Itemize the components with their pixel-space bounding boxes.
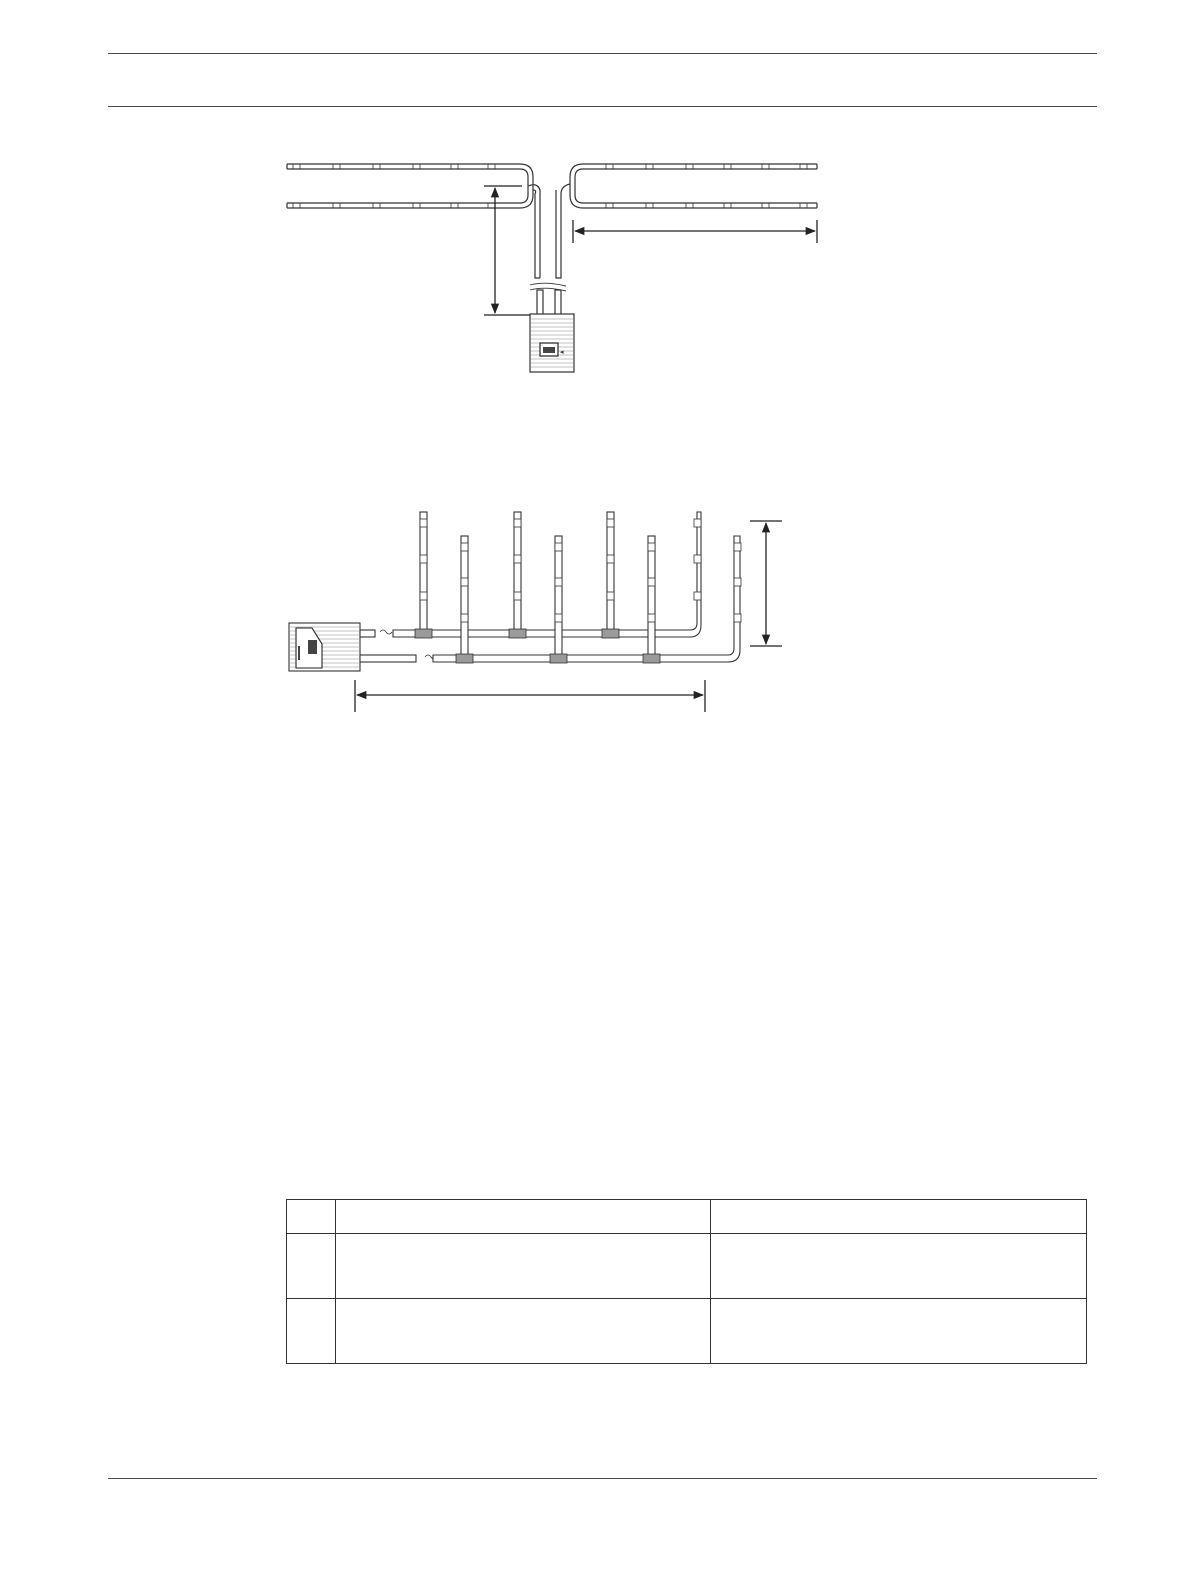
- table-cell: [287, 1299, 336, 1364]
- control-unit-box: [530, 314, 574, 372]
- table-cell: [336, 1234, 711, 1299]
- svg-text:◂: ◂: [560, 349, 564, 356]
- table-cell: [711, 1299, 1087, 1364]
- control-unit-box: [289, 623, 360, 671]
- specification-table: [286, 1199, 1087, 1364]
- table-header-cell: [287, 1200, 336, 1234]
- footer-rule: [108, 1478, 1097, 1479]
- pipe-loop-diagram: [0, 150, 1191, 390]
- left-riser-pipe: [528, 185, 540, 278]
- table-cell: [711, 1234, 1087, 1299]
- branch-pipe: [555, 536, 562, 655]
- comb-manifold-diagram: [0, 505, 1191, 715]
- branch-pipe: [461, 536, 468, 655]
- table-cell: [287, 1234, 336, 1299]
- branch-pipe: [648, 536, 655, 655]
- table-header-cell: [711, 1200, 1087, 1234]
- right-riser-pipe: [556, 184, 570, 278]
- header-rule-top: [108, 53, 1097, 54]
- right-loop-pipe: [570, 164, 817, 208]
- table-row: [287, 1299, 1087, 1364]
- table-row: [287, 1234, 1087, 1299]
- branch-pipe: [514, 512, 521, 630]
- branch-pipe: [607, 512, 614, 630]
- table-cell: [336, 1299, 711, 1364]
- table-header-cell: [336, 1200, 711, 1234]
- branch-pipe: [420, 512, 427, 630]
- table-header-row: [287, 1200, 1087, 1234]
- header-rule-bottom: [108, 106, 1097, 107]
